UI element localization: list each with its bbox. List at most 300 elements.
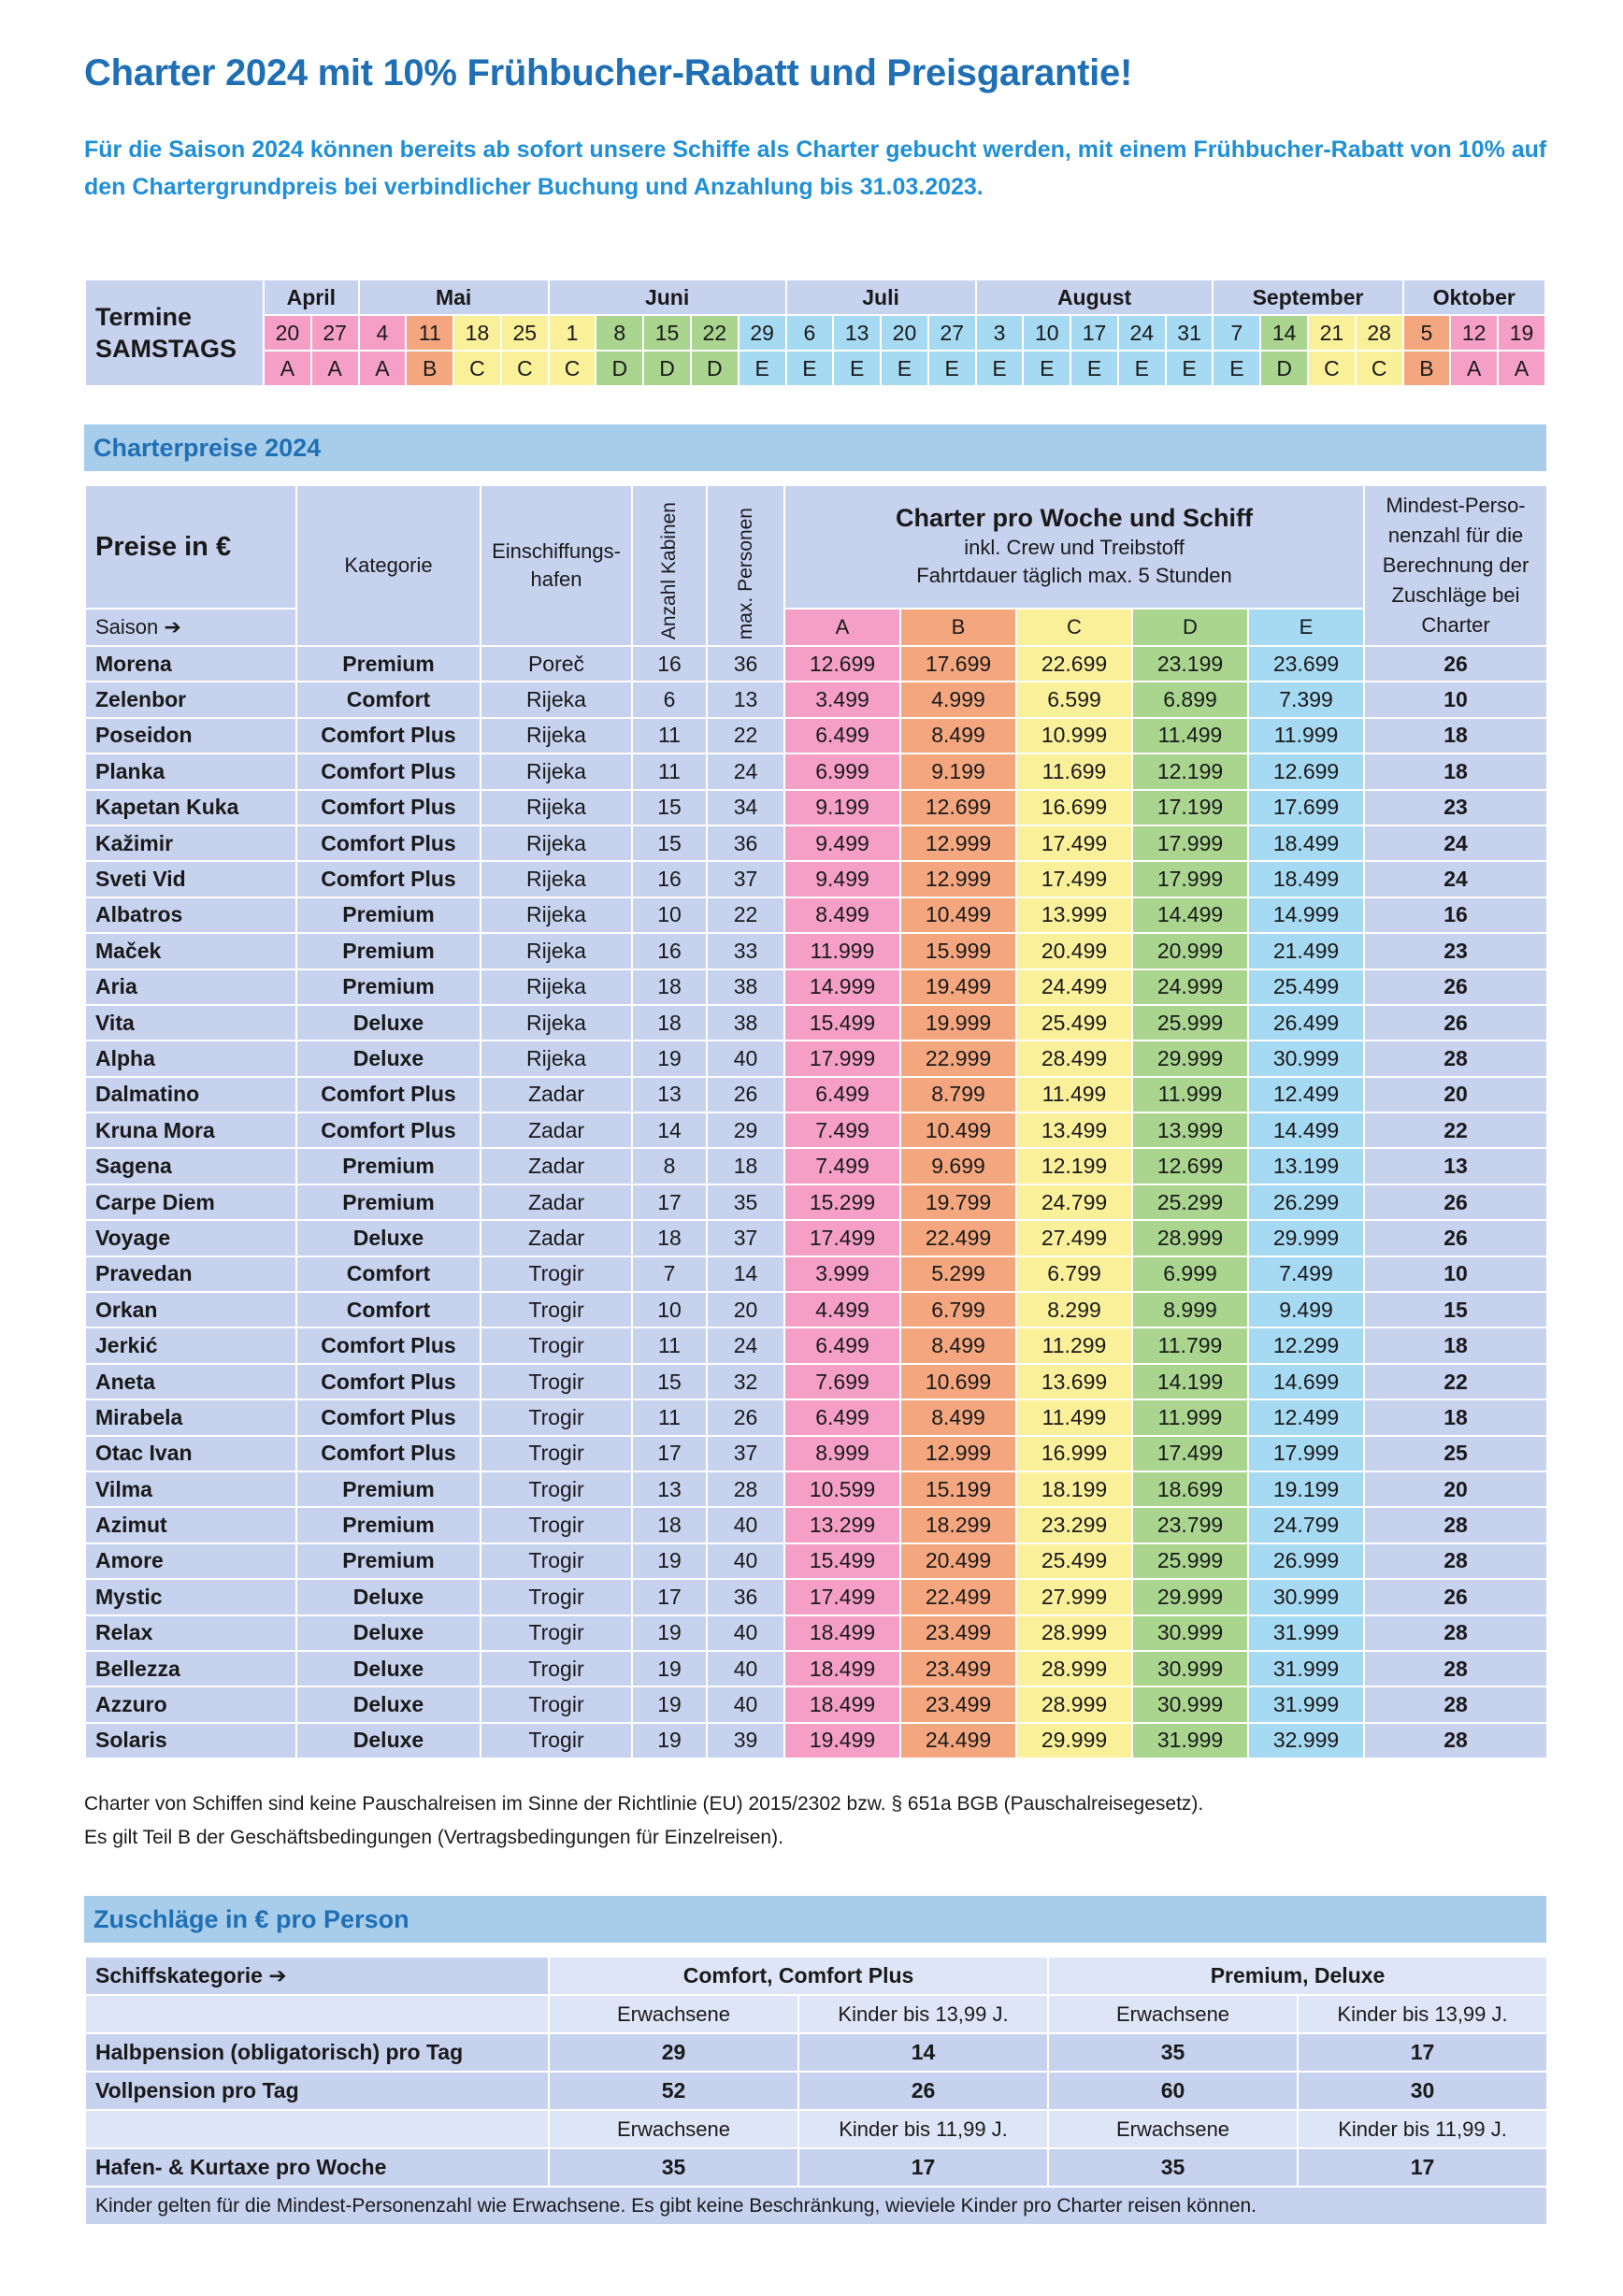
ship-price: 12.999: [900, 861, 1016, 897]
ship-price: 30.999: [1248, 1579, 1364, 1614]
ship-row: [85, 1148, 1547, 1184]
ship-category: Premium: [296, 1507, 481, 1543]
ship-price: 20.499: [900, 1543, 1016, 1579]
ship-cabins: 15: [632, 790, 707, 825]
ship-name: Sagena: [85, 1148, 296, 1184]
ship-category: Deluxe: [296, 1723, 481, 1758]
ship-name: Azzuro: [85, 1686, 296, 1722]
ship-name: Carpe Diem: [85, 1184, 296, 1220]
charter-price-table: [84, 484, 1548, 1759]
ship-max-persons: 36: [707, 1579, 784, 1614]
surcharge-value: 35: [549, 2148, 798, 2187]
ship-price: 6.499: [784, 1077, 900, 1112]
ship-row: [85, 1364, 1547, 1399]
ship-min-persons: 26: [1364, 969, 1547, 1005]
ship-price: 7.499: [1248, 1256, 1364, 1292]
ship-row: [85, 861, 1547, 897]
termin-date: 7: [1213, 315, 1260, 351]
ship-max-persons: 24: [707, 1327, 784, 1363]
ship-price: 23.299: [1016, 1507, 1132, 1543]
ship-row: [85, 646, 1547, 682]
ship-price: 25.499: [1016, 1005, 1132, 1040]
ship-max-persons: 40: [707, 1615, 784, 1651]
ship-price: 17.699: [1248, 790, 1364, 825]
ship-cabins: 10: [632, 897, 707, 933]
termin-season: C: [453, 351, 501, 386]
ship-price: 22.499: [900, 1579, 1016, 1614]
termin-date: 27: [928, 315, 976, 351]
ship-category: Deluxe: [296, 1579, 481, 1614]
ship-name: Otac Ivan: [85, 1436, 296, 1471]
ship-price: 9.699: [900, 1148, 1016, 1184]
ship-price: 30.999: [1132, 1686, 1248, 1722]
ship-row: [85, 1579, 1547, 1614]
ship-cabins: 19: [632, 1686, 707, 1722]
age-group-label: Kinder bis 13,99 J.: [798, 1995, 1048, 2033]
hafen-header: [481, 485, 632, 646]
ship-cabins: 18: [632, 1005, 707, 1040]
ship-cabins: 17: [632, 1579, 707, 1614]
group-comfort: Comfort, Comfort Plus: [549, 1957, 1048, 1995]
ship-price: 24.799: [1248, 1507, 1364, 1543]
ship-min-persons: 26: [1364, 1184, 1547, 1220]
age-group-label: Kinder bis 11,99 J.: [1298, 2110, 1547, 2148]
termin-season: E: [1213, 351, 1260, 386]
ship-price: 14.499: [1132, 897, 1248, 933]
month-header: Mai: [359, 280, 549, 315]
ship-min-persons: 25: [1364, 1436, 1547, 1471]
ship-category: Comfort Plus: [296, 1436, 481, 1471]
ship-category: Comfort Plus: [296, 1112, 481, 1148]
ship-row: [85, 1543, 1547, 1579]
ship-row: [85, 1651, 1547, 1686]
termine-label-line2: SAMSTAGS: [95, 335, 237, 363]
ship-row: [85, 1686, 1547, 1722]
age-group-label: Erwachsene: [1048, 2110, 1298, 2148]
ship-min-persons: 18: [1364, 718, 1547, 753]
termin-season: E: [928, 351, 976, 386]
ship-min-persons: 26: [1364, 646, 1547, 682]
ship-price: 29.999: [1248, 1220, 1364, 1256]
ship-name: Morena: [85, 646, 296, 682]
ship-category: Comfort Plus: [296, 825, 481, 861]
ship-min-persons: 18: [1364, 753, 1547, 789]
ship-price: 17.499: [784, 1220, 900, 1256]
ship-category: Comfort: [296, 1292, 481, 1327]
ship-price: 12.699: [784, 646, 900, 682]
ship-max-persons: 18: [707, 1148, 784, 1184]
ship-price: 12.999: [900, 1436, 1016, 1471]
surcharge-label: Vollpension pro Tag: [85, 2072, 549, 2110]
subheader-spacer: [85, 2110, 549, 2148]
month-header: April: [264, 280, 359, 315]
termin-date: 29: [739, 315, 786, 351]
termin-date: 18: [453, 315, 501, 351]
ship-category: Comfort Plus: [296, 753, 481, 789]
ship-name: Dalmatino: [85, 1077, 296, 1112]
termin-season: C: [549, 351, 596, 386]
ship-price: 13.999: [1016, 897, 1132, 933]
ship-cabins: 15: [632, 1364, 707, 1399]
termin-season: A: [359, 351, 407, 386]
ship-row: [85, 933, 1547, 969]
ship-cabins: 19: [632, 1543, 707, 1579]
ship-price: 14.199: [1132, 1364, 1248, 1399]
ship-min-persons: 28: [1364, 1543, 1547, 1579]
ship-port: Trogir: [481, 1256, 632, 1292]
ship-price: 24.799: [1016, 1184, 1132, 1220]
ship-row: [85, 682, 1547, 717]
ship-row: [85, 1220, 1547, 1256]
ship-price: 12.199: [1132, 753, 1248, 789]
age-group-label: Kinder bis 13,99 J.: [1298, 1995, 1547, 2033]
termin-date: 19: [1498, 315, 1545, 351]
ship-price: 13.699: [1016, 1364, 1132, 1399]
ship-price: 31.999: [1132, 1723, 1248, 1758]
ship-price: 7.499: [784, 1112, 900, 1148]
surcharge-value: 26: [798, 2072, 1048, 2110]
ship-category: Deluxe: [296, 1005, 481, 1040]
surcharge-table: [84, 1956, 1548, 2226]
ship-cabins: 18: [632, 969, 707, 1005]
ship-category: Deluxe: [296, 1651, 481, 1686]
ship-price: 9.199: [900, 753, 1016, 789]
ship-price: 15.499: [784, 1543, 900, 1579]
ship-price: 28.999: [1016, 1686, 1132, 1722]
section-charterpreise: Charterpreise 2024: [84, 424, 1546, 471]
ship-cabins: 19: [632, 1723, 707, 1758]
ship-row: [85, 718, 1547, 753]
ship-price: 12.499: [1248, 1077, 1364, 1112]
surcharge-value: 35: [1048, 2148, 1298, 2187]
ship-min-persons: 28: [1364, 1615, 1547, 1651]
ship-price: 6.799: [900, 1292, 1016, 1327]
termin-season: C: [501, 351, 549, 386]
ship-min-persons: 26: [1364, 1005, 1547, 1040]
ship-price: 28.999: [1132, 1220, 1248, 1256]
ship-port: Rijeka: [481, 969, 632, 1005]
ship-name: Relax: [85, 1615, 296, 1651]
ship-price: 18.499: [784, 1615, 900, 1651]
ship-max-persons: 33: [707, 933, 784, 969]
ship-price: 25.499: [1248, 969, 1364, 1005]
ship-min-persons: 10: [1364, 1256, 1547, 1292]
ship-price: 15.999: [900, 933, 1016, 969]
ship-name: Planka: [85, 753, 296, 789]
ship-min-persons: 13: [1364, 1148, 1547, 1184]
ship-row: [85, 1399, 1547, 1435]
ship-category: Deluxe: [296, 1220, 481, 1256]
ship-max-persons: 40: [707, 1651, 784, 1686]
surcharge-value: 17: [1298, 2148, 1547, 2187]
ship-port: Trogir: [481, 1686, 632, 1722]
ship-port: Trogir: [481, 1543, 632, 1579]
ship-port: Rijeka: [481, 790, 632, 825]
ship-port: Zadar: [481, 1184, 632, 1220]
ship-price: 23.199: [1132, 646, 1248, 682]
ship-price: 18.199: [1016, 1471, 1132, 1507]
ship-category: Comfort: [296, 1256, 481, 1292]
ship-min-persons: 16: [1364, 897, 1547, 933]
ship-min-persons: 15: [1364, 1292, 1547, 1327]
ship-max-persons: 22: [707, 718, 784, 753]
ship-row: [85, 753, 1547, 789]
season-header-a: A: [784, 609, 900, 646]
season-header-c: C: [1016, 609, 1132, 646]
ship-cabins: 11: [632, 718, 707, 753]
surcharge-value: 17: [798, 2148, 1048, 2187]
intro-text: Für die Saison 2024 können bereits ab sofort unsere Schiffe als Charter gebucht werden, mit einem Frühbucher-Rabatt von 10% auf den Chartergrundpreis bei verbindlicher Buchung und Anzahlung bis 31.03.2023.: [84, 136, 1547, 200]
termin-date: 3: [976, 315, 1024, 351]
ship-name: Aria: [85, 969, 296, 1005]
ship-port: Rijeka: [481, 718, 632, 753]
surcharge-value: 30: [1298, 2072, 1547, 2110]
ship-port: Zadar: [481, 1148, 632, 1184]
ship-price: 18.499: [784, 1651, 900, 1686]
ship-name: Jerkić: [85, 1327, 296, 1363]
ship-row: [85, 1256, 1547, 1292]
ship-category: Premium: [296, 1471, 481, 1507]
ship-min-persons: 22: [1364, 1112, 1547, 1148]
ship-name: Mystic: [85, 1579, 296, 1614]
ship-price: 28.499: [1016, 1040, 1132, 1076]
termin-date: 17: [1070, 315, 1118, 351]
ship-price: 12.999: [900, 825, 1016, 861]
ship-name: Orkan: [85, 1292, 296, 1327]
ship-price: 22.999: [900, 1040, 1016, 1076]
legal-footnote-line1: Charter von Schiffen sind keine Pauschalreisen im Sinne der Richtlinie (EU) 2015/2302 bzw. § 651a BGB (Pauschalreisegesetz).: [84, 1793, 1204, 1815]
ship-price: 9.199: [784, 790, 900, 825]
ship-row: [85, 1723, 1547, 1758]
ship-price: 16.699: [1016, 790, 1132, 825]
ship-price: 15.299: [784, 1184, 900, 1220]
ship-name: Zelenbor: [85, 682, 296, 717]
ship-price: 18.499: [1248, 825, 1364, 861]
ship-price: 21.499: [1248, 933, 1364, 969]
ship-max-persons: 29: [707, 1112, 784, 1148]
ship-min-persons: 20: [1364, 1471, 1547, 1507]
section-zuschlaege: Zuschläge in € pro Person: [84, 1896, 1546, 1943]
ship-max-persons: 32: [707, 1364, 784, 1399]
ship-max-persons: 35: [707, 1184, 784, 1220]
ship-price: 27.499: [1016, 1220, 1132, 1256]
termin-season: B: [406, 351, 453, 386]
ship-price: 25.299: [1132, 1184, 1248, 1220]
ship-max-persons: 28: [707, 1471, 784, 1507]
ship-price: 13.299: [784, 1507, 900, 1543]
ship-row: [85, 825, 1547, 861]
age-group-label: Kinder bis 11,99 J.: [798, 2110, 1048, 2148]
ship-cabins: 18: [632, 1507, 707, 1543]
ship-price: 17.999: [1132, 861, 1248, 897]
ship-price: 3.999: [784, 1256, 900, 1292]
ship-port: Rijeka: [481, 897, 632, 933]
termin-season: D: [643, 351, 691, 386]
ship-price: 11.999: [784, 933, 900, 969]
ship-price: 24.999: [1132, 969, 1248, 1005]
termin-date: 21: [1308, 315, 1356, 351]
termin-season: E: [976, 351, 1024, 386]
ship-price: 17.999: [1248, 1436, 1364, 1471]
ship-price: 19.199: [1248, 1471, 1364, 1507]
termin-season: D: [691, 351, 739, 386]
ship-price: 3.499: [784, 682, 900, 717]
termin-season: E: [1023, 351, 1070, 386]
saison-label: Saison ➔: [85, 609, 296, 646]
ship-port: Zadar: [481, 1220, 632, 1256]
ship-min-persons: 24: [1364, 825, 1547, 861]
ship-price: 12.299: [1248, 1327, 1364, 1363]
ship-price: 29.999: [1132, 1579, 1248, 1614]
surcharge-label: Hafen- & Kurtaxe pro Woche: [85, 2148, 549, 2187]
termine-table: [84, 279, 1546, 387]
ship-row: [85, 1040, 1547, 1076]
ship-price: 10.499: [900, 897, 1016, 933]
ship-name: Vita: [85, 1005, 296, 1040]
ship-name: Kapetan Kuka: [85, 790, 296, 825]
mindest-header-line2: nenzahl für die: [1387, 524, 1524, 547]
ship-row: [85, 1436, 1547, 1471]
ship-price: 8.999: [1132, 1292, 1248, 1327]
ship-price: 15.199: [900, 1471, 1016, 1507]
ship-price: 5.299: [900, 1256, 1016, 1292]
ship-price: 31.999: [1248, 1651, 1364, 1686]
termine-label-line1: Termine: [95, 303, 193, 331]
ship-price: 14.699: [1248, 1364, 1364, 1399]
legal-footnote: [84, 1787, 1203, 1855]
termin-season: E: [1118, 351, 1166, 386]
ship-price: 25.999: [1132, 1543, 1248, 1579]
ship-price: 18.499: [1248, 861, 1364, 897]
ship-price: 11.499: [1016, 1399, 1132, 1435]
ship-price: 28.999: [1016, 1615, 1132, 1651]
ship-name: Poseidon: [85, 718, 296, 753]
preise-header: Preise in €: [85, 485, 296, 609]
ship-port: Rijeka: [481, 861, 632, 897]
ship-price: 31.999: [1248, 1686, 1364, 1722]
ship-port: Trogir: [481, 1579, 632, 1614]
ship-price: 7.699: [784, 1364, 900, 1399]
ship-category: Deluxe: [296, 1686, 481, 1722]
termin-season: E: [786, 351, 834, 386]
ship-port: Trogir: [481, 1399, 632, 1435]
ship-name: Kruna Mora: [85, 1112, 296, 1148]
ship-max-persons: 38: [707, 969, 784, 1005]
ship-price: 10.599: [784, 1471, 900, 1507]
surcharge-note: Kinder gelten für die Mindest-Personenzahl wie Erwachsene. Es gibt keine Beschränkung, wieviele Kinder pro Charter reisen können.: [85, 2187, 1547, 2225]
ship-price: 30.999: [1132, 1651, 1248, 1686]
surcharge-row: [85, 2148, 1547, 2187]
ship-port: Zadar: [481, 1077, 632, 1112]
ship-name: Amore: [85, 1543, 296, 1579]
ship-price: 13.199: [1248, 1148, 1364, 1184]
ship-category: Comfort Plus: [296, 1399, 481, 1435]
ship-price: 6.999: [1132, 1256, 1248, 1292]
ship-price: 6.499: [784, 1327, 900, 1363]
termin-season: A: [264, 351, 311, 386]
ship-price: 23.499: [900, 1615, 1016, 1651]
ship-category: Comfort Plus: [296, 1077, 481, 1112]
mindest-header-line4: Zuschläge bei: [1391, 583, 1520, 607]
ship-price: 8.999: [784, 1436, 900, 1471]
ship-category: Comfort: [296, 682, 481, 717]
ship-price: 25.499: [1016, 1543, 1132, 1579]
ship-price: 13.999: [1132, 1112, 1248, 1148]
ship-price: 25.999: [1132, 1005, 1248, 1040]
ship-price: 10.499: [900, 1112, 1016, 1148]
ship-cabins: 11: [632, 753, 707, 789]
ship-max-persons: 14: [707, 1256, 784, 1292]
ship-port: Zadar: [481, 1112, 632, 1148]
ship-price: 16.999: [1016, 1436, 1132, 1471]
termin-season: A: [1498, 351, 1545, 386]
ship-price: 29.999: [1016, 1723, 1132, 1758]
ship-category: Deluxe: [296, 1615, 481, 1651]
ship-cabins: 13: [632, 1077, 707, 1112]
age-group-label: Erwachsene: [549, 2110, 798, 2148]
ship-port: Trogir: [481, 1723, 632, 1758]
ship-min-persons: 28: [1364, 1507, 1547, 1543]
ship-row: [85, 1507, 1547, 1543]
ship-price: 17.999: [1132, 825, 1248, 861]
ship-price: 14.499: [1248, 1112, 1364, 1148]
subheader-spacer: [85, 1995, 549, 2033]
ship-port: Poreč: [481, 646, 632, 682]
ship-cabins: 18: [632, 1220, 707, 1256]
termin-season: C: [1308, 351, 1356, 386]
ship-category: Comfort Plus: [296, 861, 481, 897]
ship-category: Premium: [296, 646, 481, 682]
termin-date: 4: [359, 315, 407, 351]
ship-max-persons: 22: [707, 897, 784, 933]
ship-row: [85, 969, 1547, 1005]
ship-price: 6.599: [1016, 682, 1132, 717]
termin-season: D: [1260, 351, 1308, 386]
charter-header-line2: inkl. Crew und Treibstoff: [964, 536, 1185, 559]
hafen-header-line1: Einschiffungs-: [492, 539, 621, 563]
ship-name: Mirabela: [85, 1399, 296, 1435]
ship-min-persons: 18: [1364, 1327, 1547, 1363]
ship-category: Comfort Plus: [296, 718, 481, 753]
ship-max-persons: 37: [707, 1220, 784, 1256]
ship-cabins: 13: [632, 1471, 707, 1507]
ship-max-persons: 40: [707, 1543, 784, 1579]
ship-name: Sveti Vid: [85, 861, 296, 897]
ship-cabins: 11: [632, 1399, 707, 1435]
ship-price: 6.899: [1132, 682, 1248, 717]
ship-name: Kažimir: [85, 825, 296, 861]
termin-date: 8: [596, 315, 643, 351]
termin-date: 28: [1356, 315, 1403, 351]
ship-price: 30.999: [1248, 1040, 1364, 1076]
ship-cabins: 19: [632, 1615, 707, 1651]
termin-season: E: [833, 351, 881, 386]
ship-cabins: 10: [632, 1292, 707, 1327]
ship-price: 17.199: [1132, 790, 1248, 825]
ship-max-persons: 40: [707, 1507, 784, 1543]
ship-cabins: 11: [632, 1327, 707, 1363]
ship-price: 9.499: [784, 825, 900, 861]
ship-min-persons: 22: [1364, 1364, 1547, 1399]
ship-category: Comfort Plus: [296, 1364, 481, 1399]
ship-row: [85, 1327, 1547, 1363]
mindest-header-line5: Charter: [1421, 613, 1490, 637]
surcharge-label: Halbpension (obligatorisch) pro Tag: [85, 2033, 549, 2072]
ship-category: Comfort Plus: [296, 790, 481, 825]
ship-min-persons: 26: [1364, 1220, 1547, 1256]
surcharge-value: 35: [1048, 2033, 1298, 2072]
ship-min-persons: 28: [1364, 1651, 1547, 1686]
